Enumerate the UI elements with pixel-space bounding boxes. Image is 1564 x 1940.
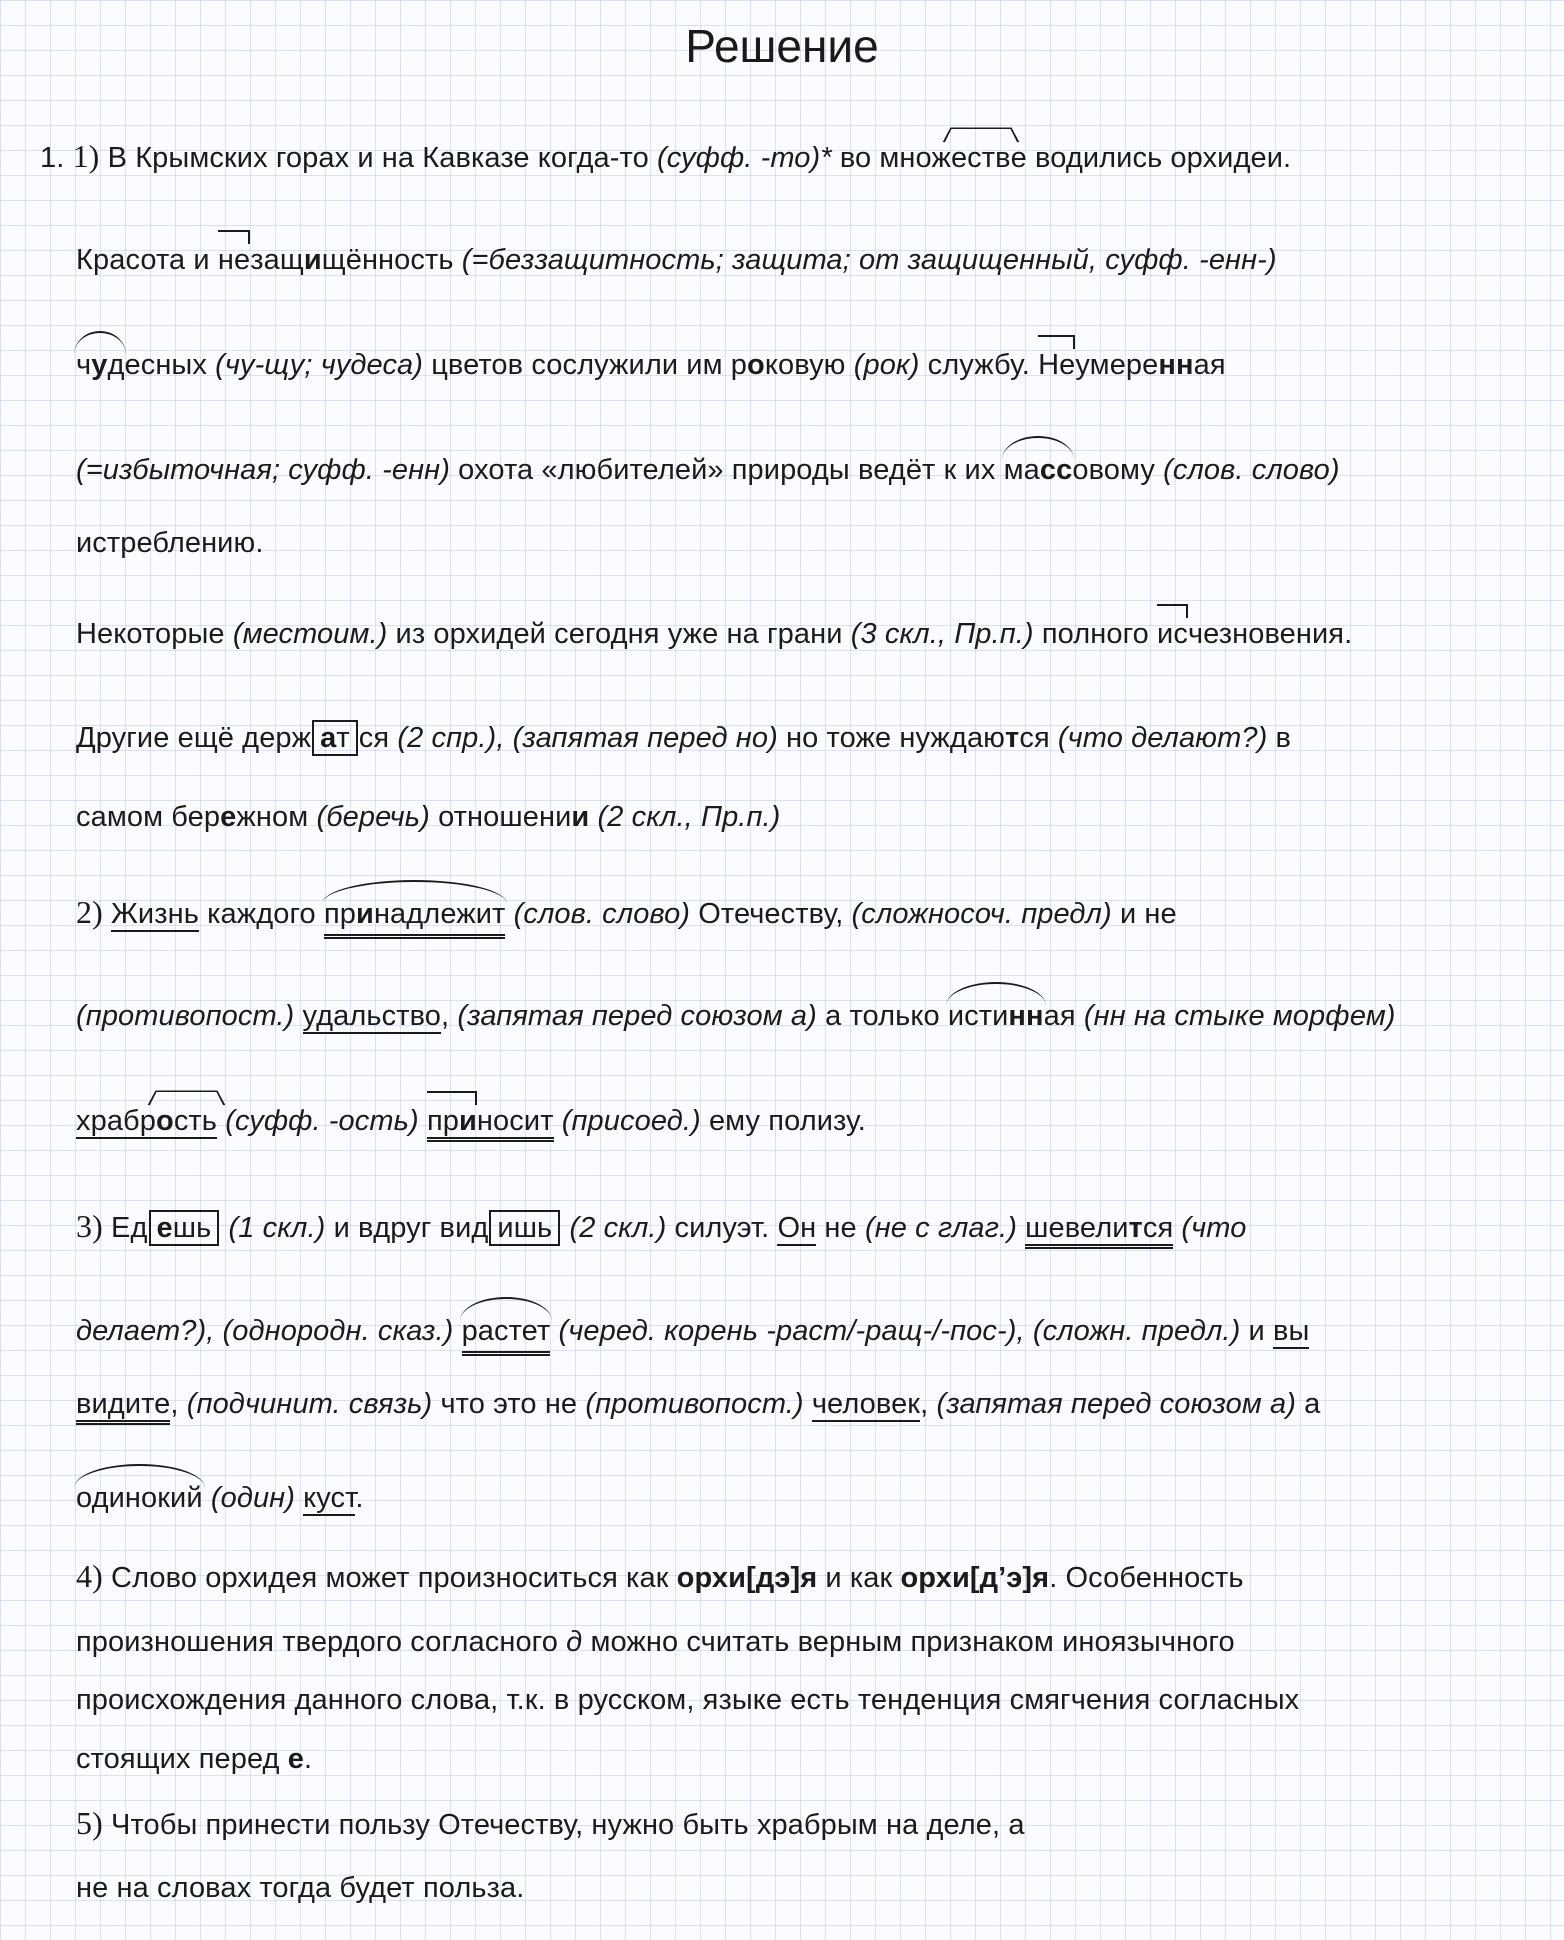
text: каждого	[207, 898, 316, 930]
note: (2 скл., Пр.п.)	[597, 801, 781, 833]
text: не	[824, 1212, 857, 1244]
s2-line-3	[76, 1101, 866, 1141]
sentence-number: 5)	[76, 1805, 103, 1841]
s1-line-3	[76, 345, 1226, 385]
text: ему полизу.	[708, 1105, 866, 1137]
text: в	[1275, 722, 1292, 754]
text: Отечеству,	[698, 898, 844, 930]
transcription: орхи[д’э]я	[900, 1562, 1050, 1594]
transcription: орхи[дэ]я	[676, 1562, 818, 1594]
note: (слов. слово)	[1163, 454, 1340, 486]
highlight: т	[1128, 1212, 1143, 1244]
text: что это не	[440, 1388, 578, 1420]
text: отношени	[438, 801, 572, 833]
text: Ед	[111, 1212, 148, 1244]
prefix-mark: Не	[1038, 345, 1075, 385]
text: из орхидей сегодня уже на грани	[395, 618, 843, 650]
note: (черед. корень -раст/-ращ-/-пос-), (сложн. предл.)	[558, 1315, 1241, 1347]
note: (3 скл., Пр.п.)	[850, 618, 1034, 650]
subject: человек	[811, 1388, 921, 1420]
subject: вы	[1273, 1315, 1310, 1347]
highlight: е	[156, 1212, 173, 1244]
text: овому	[1072, 454, 1155, 486]
text: Красота и	[76, 244, 218, 276]
note: (суфф. -ость)	[225, 1105, 419, 1137]
s4-line-3	[76, 1680, 1299, 1720]
text: и как	[825, 1562, 893, 1594]
task-number: 1.	[40, 142, 65, 174]
text: исти	[947, 1000, 1009, 1032]
text: В Крымских горах и на Кавказе когда-то	[107, 142, 649, 174]
s3-line-1	[76, 1206, 1246, 1248]
predicate	[324, 894, 505, 939]
s2-line-1	[76, 892, 1177, 939]
predicate: растет	[462, 1311, 551, 1356]
note: (местоим.)	[232, 618, 388, 650]
text: защ	[250, 244, 304, 276]
text: шь	[172, 1212, 212, 1244]
s4-line-4	[76, 1739, 312, 1779]
text: самом бер	[76, 801, 221, 833]
s1-line-5	[76, 523, 264, 563]
text: охота «любителей» природы ведёт к их	[458, 454, 1004, 486]
text: ся	[1019, 722, 1050, 754]
note: (=избыточная; суфф. -енн)	[76, 454, 450, 486]
text: цветов сослужили им р	[431, 349, 748, 381]
text: храбр	[76, 1105, 156, 1137]
text: пр	[323, 898, 356, 930]
root-mark	[76, 345, 124, 385]
subject: удальство	[302, 1000, 442, 1032]
root-mark	[948, 996, 1044, 1036]
text: ая	[1193, 349, 1226, 381]
text: ся	[358, 722, 390, 754]
text: и не	[1119, 898, 1177, 930]
subject: Он	[777, 1212, 817, 1244]
s1-line-8	[76, 797, 780, 837]
note: (чу-щу; чудеса)	[215, 349, 424, 381]
s1-line-6	[76, 614, 1352, 654]
note: (что делают?)	[1057, 722, 1268, 754]
subject: Жизнь	[111, 898, 199, 930]
s3-line-2	[76, 1311, 1309, 1356]
text: произношения твердого согласного	[76, 1626, 558, 1658]
sentence-number: 3)	[76, 1208, 103, 1244]
highlight: и	[458, 1105, 477, 1137]
highlight: а	[320, 722, 337, 754]
highlight: у	[91, 349, 108, 381]
note: (запятая перед союзом а)	[457, 1000, 817, 1032]
s5-line-2	[76, 1868, 524, 1908]
text: стоящих перед	[76, 1743, 280, 1775]
note: (нн на стыке морфем)	[1083, 1000, 1396, 1032]
suffix-mark: еств	[951, 138, 1011, 178]
text: Другие ещё держ	[76, 722, 312, 754]
s2-line-2	[76, 996, 1396, 1036]
text: во множ	[839, 142, 951, 174]
note: (не с глаг.)	[864, 1212, 1017, 1244]
prefix-mark: не	[218, 240, 250, 280]
subject	[76, 1105, 217, 1139]
text: носит	[476, 1105, 554, 1137]
text: происхождения данного слова, т.к. в русском, языке есть тенденция смягчения согласных	[76, 1684, 1300, 1716]
text: службу.	[927, 349, 1039, 381]
text: пр	[426, 1105, 459, 1137]
note: (что	[1181, 1212, 1247, 1244]
suffix-mark	[156, 1101, 217, 1141]
highlight: е	[220, 801, 237, 833]
text: шевели	[1025, 1212, 1129, 1244]
text: т	[336, 722, 350, 754]
text: щённость	[321, 244, 454, 276]
text: ковую	[764, 349, 846, 381]
highlight: о	[156, 1105, 174, 1137]
text: ая	[1043, 1000, 1076, 1032]
s5-line-1	[76, 1803, 1025, 1845]
note: (присоед.)	[561, 1105, 701, 1137]
text: надлежит	[373, 898, 506, 930]
text: умере	[1075, 349, 1159, 381]
note: (2 скл.)	[569, 1212, 667, 1244]
note: (1 скл.)	[228, 1212, 326, 1244]
text: ч	[76, 349, 92, 381]
highlight: сс	[1039, 454, 1073, 486]
s1-line-1	[40, 136, 1291, 178]
text: ма	[1003, 454, 1040, 486]
ending-box	[149, 1210, 220, 1246]
note: (запятая перед союзом а)	[936, 1388, 1296, 1420]
text: сть	[173, 1105, 218, 1137]
page-title: Решение	[685, 20, 879, 72]
note: (противопост.)	[76, 1000, 295, 1032]
text: и	[1248, 1315, 1265, 1347]
note: (сложносоч. предл)	[851, 898, 1112, 930]
highlight: нн	[1008, 1000, 1044, 1032]
highlight: и	[571, 801, 590, 833]
text: силуэт.	[674, 1212, 770, 1244]
predicate	[427, 1105, 554, 1142]
text: . Особенность	[1049, 1562, 1244, 1594]
note: (2 спр.), (запятая перед но)	[397, 722, 778, 754]
text: истреблению.	[76, 527, 264, 559]
text: можно считать верным признаком иноязычного	[590, 1626, 1235, 1658]
text: полного	[1041, 618, 1158, 650]
highlight: и	[356, 898, 374, 930]
predicate	[1025, 1212, 1173, 1249]
note: делает?), (однородн. сказ.)	[76, 1315, 454, 1347]
highlight: т	[1005, 722, 1020, 754]
note: (=беззащитность; защита; от защищенный, суфф. -енн-)	[461, 244, 1277, 276]
s1-line-7	[76, 718, 1291, 758]
text: есных	[124, 349, 207, 381]
highlight: и	[303, 244, 322, 276]
text: ,	[441, 1000, 450, 1032]
s4-line-1	[76, 1556, 1244, 1598]
text: д	[107, 349, 125, 381]
ending-box: ишь	[489, 1210, 560, 1246]
note: (слов. слово)	[513, 898, 691, 930]
root-mark	[1004, 450, 1073, 490]
text: ся	[1142, 1212, 1174, 1244]
text: но тоже нуждаю	[786, 722, 1006, 754]
s1-line-4	[76, 450, 1340, 490]
text: Некоторые	[76, 618, 225, 650]
prefix-mark	[427, 1101, 477, 1141]
note: (противопост.)	[585, 1388, 804, 1420]
text: .	[355, 1482, 364, 1514]
text: чезновения.	[1187, 618, 1353, 650]
note: (суфф. -то)*	[656, 142, 832, 174]
sentence-number: 1)	[72, 138, 100, 174]
text: Чтобы принести пользу Отечеству, нужно быть храбрым на деле, а	[111, 1809, 1025, 1841]
text: ,	[170, 1388, 179, 1420]
text: не на словах тогда будет польза.	[76, 1872, 525, 1904]
text: ,	[920, 1388, 929, 1420]
text: е водились орхидеи.	[1010, 142, 1292, 174]
s1-line-2	[76, 240, 1277, 280]
text: жном	[236, 801, 309, 833]
note: (подчинит. связь)	[186, 1388, 433, 1420]
highlight: о	[747, 349, 765, 381]
sentence-number: 4)	[76, 1558, 103, 1594]
text: а только	[825, 1000, 948, 1032]
note: (рок)	[853, 349, 920, 381]
letter: д	[566, 1626, 583, 1658]
prefix-mark: ис	[1157, 614, 1188, 654]
ending-box	[312, 720, 358, 756]
note: (беречь)	[316, 801, 430, 833]
text: и вдруг вид	[333, 1212, 489, 1244]
text: Слово орхидея может произноситься как	[111, 1562, 669, 1594]
highlight: нн	[1158, 349, 1194, 381]
text: а	[1304, 1388, 1321, 1420]
predicate: видите	[76, 1388, 170, 1425]
sentence-number: 2)	[76, 894, 103, 930]
subject: куст	[303, 1482, 356, 1514]
text: .	[303, 1743, 313, 1775]
root-mark: одинокий	[76, 1478, 203, 1518]
note: (один)	[210, 1482, 295, 1514]
s4-line-2	[76, 1622, 1235, 1662]
s3-line-3	[76, 1384, 1320, 1424]
s3-line-4	[76, 1478, 364, 1518]
letter: е	[287, 1743, 304, 1775]
